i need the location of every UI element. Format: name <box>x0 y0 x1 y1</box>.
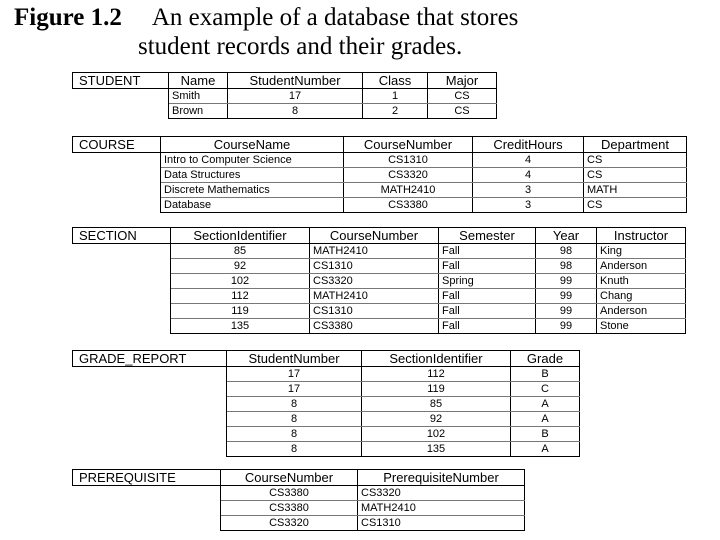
column-header: SectionIdentifier <box>171 228 310 244</box>
row-spacer <box>73 168 161 183</box>
table-cell: Database <box>161 198 344 213</box>
figure-title <box>14 4 518 31</box>
table-cell: B <box>511 367 580 382</box>
row-spacer <box>73 289 171 304</box>
table-cell: 85 <box>171 244 310 259</box>
table-cell: MATH2410 <box>310 289 439 304</box>
table-row <box>73 168 687 183</box>
table-cell: A <box>511 412 580 427</box>
table-row <box>73 442 580 457</box>
table-row <box>73 382 580 397</box>
table-cell: MATH2410 <box>310 244 439 259</box>
header-row <box>73 351 580 367</box>
table-cell: CS3320 <box>310 274 439 289</box>
table-row <box>73 153 687 168</box>
table-cell: 102 <box>171 274 310 289</box>
table-cell: Discrete Mathematics <box>161 183 344 198</box>
table-row <box>73 412 580 427</box>
table-cell: B <box>511 427 580 442</box>
header-row <box>73 228 686 244</box>
table-cell: 119 <box>171 304 310 319</box>
table-cell: Fall <box>439 289 536 304</box>
column-header: StudentNumber <box>227 351 362 367</box>
table-cell: King <box>597 244 686 259</box>
row-spacer <box>73 274 171 289</box>
row-spacer <box>73 153 161 168</box>
section-table <box>72 227 686 334</box>
table-cell: Fall <box>439 319 536 334</box>
column-header: CourseNumber <box>344 137 473 153</box>
table-cell: 99 <box>536 319 597 334</box>
header-row <box>73 137 687 153</box>
table-cell: 135 <box>171 319 310 334</box>
column-header: CourseName <box>161 137 344 153</box>
table-cell: 8 <box>228 104 363 119</box>
table-cell: 99 <box>536 304 597 319</box>
table-row <box>73 104 497 119</box>
table-row <box>73 516 525 531</box>
table-cell: 119 <box>362 382 511 397</box>
table-row <box>73 319 686 334</box>
row-spacer <box>73 259 171 274</box>
table-cell: CS3320 <box>358 486 525 501</box>
table-cell: Fall <box>439 259 536 274</box>
table-cell: 98 <box>536 259 597 274</box>
row-spacer <box>73 244 171 259</box>
table-row <box>73 486 525 501</box>
table-cell: MATH <box>584 183 687 198</box>
table-cell: Fall <box>439 304 536 319</box>
table-cell: CS <box>584 168 687 183</box>
table-cell: Fall <box>439 244 536 259</box>
table-cell: Chang <box>597 289 686 304</box>
table-cell: 4 <box>473 153 584 168</box>
table-cell: 3 <box>473 198 584 213</box>
table-cell: 8 <box>227 412 362 427</box>
table-cell: MATH2410 <box>358 501 525 516</box>
relation-name: PREREQUISITE <box>73 470 221 486</box>
row-spacer <box>73 442 227 457</box>
table-cell: CS <box>428 104 497 119</box>
column-header: StudentNumber <box>228 73 363 89</box>
header-row <box>73 73 497 89</box>
table-cell: 102 <box>362 427 511 442</box>
figure-title-line2: student records and their grades. <box>138 33 463 60</box>
course-table <box>72 136 687 213</box>
table-row <box>73 367 580 382</box>
table-cell: 3 <box>473 183 584 198</box>
table-cell: 8 <box>227 397 362 412</box>
table-cell: 112 <box>171 289 310 304</box>
figure-title-line1: An example of a database that stores <box>151 4 519 31</box>
table-row <box>73 244 686 259</box>
table-cell: 112 <box>362 367 511 382</box>
grade-report-table <box>72 350 580 457</box>
row-spacer <box>73 89 169 104</box>
table-cell: 98 <box>536 244 597 259</box>
table-cell: 4 <box>473 168 584 183</box>
table-cell: CS1310 <box>310 259 439 274</box>
table-cell: CS3380 <box>310 319 439 334</box>
row-spacer <box>73 198 161 213</box>
relation-name: SECTION <box>73 228 171 244</box>
figure-label: Figure 1.2 <box>14 4 122 31</box>
table-cell: CS3320 <box>344 168 473 183</box>
table-cell: Spring <box>439 274 536 289</box>
table-row <box>73 304 686 319</box>
table-cell: 8 <box>227 427 362 442</box>
row-spacer <box>73 486 221 501</box>
header-row <box>73 470 525 486</box>
row-spacer <box>73 501 221 516</box>
table-cell: CS1310 <box>344 153 473 168</box>
table-cell: CS3380 <box>221 486 358 501</box>
table-cell: CS3380 <box>344 198 473 213</box>
column-header: Major <box>428 73 497 89</box>
column-header: CourseNumber <box>310 228 439 244</box>
table-cell: CS1310 <box>358 516 525 531</box>
row-spacer <box>73 104 169 119</box>
row-spacer <box>73 412 227 427</box>
prerequisite-table <box>72 469 525 531</box>
column-header: Name <box>169 73 228 89</box>
row-spacer <box>73 516 221 531</box>
table-cell: 92 <box>171 259 310 274</box>
table-cell: 99 <box>536 274 597 289</box>
table-row <box>73 397 580 412</box>
table-cell: CS1310 <box>310 304 439 319</box>
table-cell: Intro to Computer Science <box>161 153 344 168</box>
table-cell: A <box>511 442 580 457</box>
table-cell: 92 <box>362 412 511 427</box>
column-header: PrerequisiteNumber <box>358 470 525 486</box>
column-header: CreditHours <box>473 137 584 153</box>
row-spacer <box>73 397 227 412</box>
table-cell: Brown <box>169 104 228 119</box>
table-cell: CS <box>584 198 687 213</box>
column-header: Semester <box>439 228 536 244</box>
table-cell: Stone <box>597 319 686 334</box>
table-row <box>73 198 687 213</box>
table-cell: 17 <box>227 382 362 397</box>
table-row <box>73 501 525 516</box>
table-cell: 85 <box>362 397 511 412</box>
row-spacer <box>73 304 171 319</box>
table-cell: 2 <box>363 104 428 119</box>
table-cell: 1 <box>363 89 428 104</box>
table-cell: Anderson <box>597 304 686 319</box>
student-table <box>72 72 497 119</box>
row-spacer <box>73 367 227 382</box>
relation-name: STUDENT <box>73 73 169 89</box>
table-cell: 99 <box>536 289 597 304</box>
table-cell: 17 <box>228 89 363 104</box>
table-row <box>73 274 686 289</box>
column-header: Class <box>363 73 428 89</box>
column-header: Grade <box>511 351 580 367</box>
relation-name: GRADE_REPORT <box>73 351 227 367</box>
row-spacer <box>73 183 161 198</box>
column-header: Department <box>584 137 687 153</box>
row-spacer <box>73 382 227 397</box>
table-row <box>73 183 687 198</box>
table-row <box>73 89 497 104</box>
table-cell: 8 <box>227 442 362 457</box>
row-spacer <box>73 427 227 442</box>
table-cell: CS3380 <box>221 501 358 516</box>
table-cell: C <box>511 382 580 397</box>
table-cell: MATH2410 <box>344 183 473 198</box>
column-header: Instructor <box>597 228 686 244</box>
table-row <box>73 259 686 274</box>
table-cell: Anderson <box>597 259 686 274</box>
column-header: Year <box>536 228 597 244</box>
table-cell: 135 <box>362 442 511 457</box>
table-cell: 17 <box>227 367 362 382</box>
table-cell: Knuth <box>597 274 686 289</box>
table-cell: A <box>511 397 580 412</box>
table-cell: Smith <box>169 89 228 104</box>
table-cell: CS <box>428 89 497 104</box>
column-header: SectionIdentifier <box>362 351 511 367</box>
table-cell: CS <box>584 153 687 168</box>
row-spacer <box>73 319 171 334</box>
column-header: CourseNumber <box>221 470 358 486</box>
table-cell: Data Structures <box>161 168 344 183</box>
relation-name: COURSE <box>73 137 161 153</box>
table-row <box>73 427 580 442</box>
table-cell: CS3320 <box>221 516 358 531</box>
table-row <box>73 289 686 304</box>
